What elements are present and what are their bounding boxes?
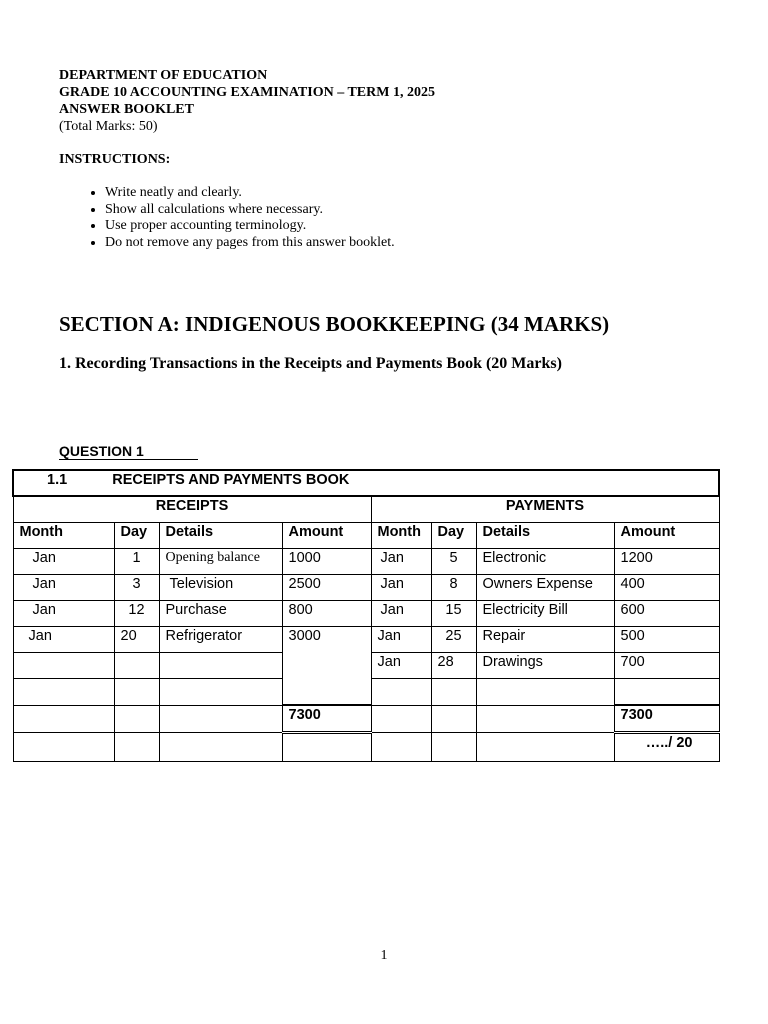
section-subtitle: 1. Recording Transactions in the Receipts and Payments Book (20 Marks)	[59, 355, 562, 372]
receipt-amount: 800	[282, 601, 371, 627]
empty-cell	[159, 653, 282, 679]
receipt-amount: 1000	[282, 549, 371, 575]
payments-heading: PAYMENTS	[371, 496, 719, 523]
empty-cell	[13, 733, 114, 762]
table-title-row	[13, 470, 719, 496]
instruction-item: • Write neatly and clearly.	[105, 185, 395, 202]
payment-day: 25	[431, 627, 476, 653]
receipt-amount: 3000	[282, 627, 371, 706]
col-header-details: Details	[476, 523, 614, 549]
question-label: QUESTION 1	[59, 443, 198, 460]
col-header-month: Month	[371, 523, 431, 549]
empty-cell	[431, 705, 476, 733]
receipts-payments-table	[12, 469, 720, 762]
payment-day: 28	[431, 653, 476, 679]
exam-title-line: GRADE 10 ACCOUNTING EXAMINATION – TERM 1, 2025	[59, 85, 435, 100]
payment-month: Jan	[371, 653, 431, 679]
payment-day: 15	[431, 601, 476, 627]
payment-details: Electronic	[476, 549, 614, 575]
col-header-month: Month	[13, 523, 114, 549]
payment-amount: 700	[614, 653, 719, 679]
instructions-list	[59, 185, 395, 251]
instruction-item: • Use proper accounting terminology.	[105, 218, 395, 235]
payment-amount: 400	[614, 575, 719, 601]
payment-details: Owners Expense	[476, 575, 614, 601]
payment-amount: 1200	[614, 549, 719, 575]
receipt-details: Opening balance	[159, 549, 282, 575]
receipt-month: Jan	[13, 549, 114, 575]
instructions-title: INSTRUCTIONS:	[59, 152, 171, 167]
empty-cell	[476, 679, 614, 706]
col-header-day: Day	[114, 523, 159, 549]
payment-day: 5	[431, 549, 476, 575]
instruction-item: • Do not remove any pages from this answer booklet.	[105, 235, 395, 252]
empty-cell	[431, 679, 476, 706]
empty-cell	[159, 733, 282, 762]
payment-details: Drawings	[476, 653, 614, 679]
col-header-amount: Amount	[614, 523, 719, 549]
payment-month: Jan	[371, 627, 431, 653]
receipt-amount: 2500	[282, 575, 371, 601]
empty-cell	[13, 653, 114, 679]
empty-cell	[114, 653, 159, 679]
department-line: DEPARTMENT OF EDUCATION	[59, 68, 268, 83]
receipt-details: Purchase	[159, 601, 282, 627]
empty-cell	[371, 679, 431, 706]
receipt-day: 20	[114, 627, 159, 653]
payments-total: 7300	[614, 705, 719, 733]
empty-cell	[159, 679, 282, 706]
empty-cell	[13, 679, 114, 706]
payment-month: Jan	[371, 549, 431, 575]
payment-day: 8	[431, 575, 476, 601]
col-header-amount: Amount	[282, 523, 371, 549]
empty-cell	[13, 705, 114, 733]
empty-cell	[476, 705, 614, 733]
payment-month: Jan	[371, 575, 431, 601]
document-header	[59, 67, 435, 135]
payment-month: Jan	[371, 601, 431, 627]
table-number: 1.1	[47, 472, 68, 488]
empty-cell	[476, 733, 614, 762]
column-header-row	[13, 523, 719, 549]
empty-cell	[159, 705, 282, 733]
payment-amount: 500	[614, 627, 719, 653]
marks-allocation: …../ 20	[614, 733, 719, 762]
payment-details: Repair	[476, 627, 614, 653]
empty-cell	[371, 705, 431, 733]
empty-cell	[431, 733, 476, 762]
section-title: SECTION A: INDIGENOUS BOOKKEEPING (34 MARKS)	[59, 312, 610, 336]
receipt-month: Jan	[13, 575, 114, 601]
booklet-line: ANSWER BOOKLET	[59, 102, 194, 117]
totals-row	[13, 705, 719, 733]
empty-cell	[114, 733, 159, 762]
receipt-day: 3	[114, 575, 159, 601]
empty-cell	[114, 705, 159, 733]
table-title-cell	[13, 470, 719, 496]
receipt-month: Jan	[13, 601, 114, 627]
table-row	[13, 575, 719, 601]
marks-row	[13, 733, 719, 762]
receipts-heading: RECEIPTS	[13, 496, 371, 523]
table-title: RECEIPTS AND PAYMENTS BOOK	[112, 472, 350, 488]
empty-cell	[614, 679, 719, 706]
empty-cell	[114, 679, 159, 706]
receipt-day: 1	[114, 549, 159, 575]
table-row	[13, 601, 719, 627]
col-header-day: Day	[431, 523, 476, 549]
receipt-details: Television	[159, 575, 282, 601]
empty-cell	[371, 733, 431, 762]
total-marks-line: (Total Marks: 50)	[59, 119, 158, 134]
col-header-details: Details	[159, 523, 282, 549]
receipt-details: Refrigerator	[159, 627, 282, 653]
receipt-day: 12	[114, 601, 159, 627]
payment-details: Electricity Bill	[476, 601, 614, 627]
receipt-month: Jan	[13, 627, 114, 653]
page-number: 1	[380, 948, 388, 963]
receipts-total: 7300	[282, 705, 371, 733]
table-row	[13, 627, 719, 653]
table-row	[13, 549, 719, 575]
payment-amount: 600	[614, 601, 719, 627]
section-heading-row	[13, 496, 719, 523]
empty-cell	[282, 733, 371, 762]
instruction-item: • Show all calculations where necessary.	[105, 202, 395, 219]
